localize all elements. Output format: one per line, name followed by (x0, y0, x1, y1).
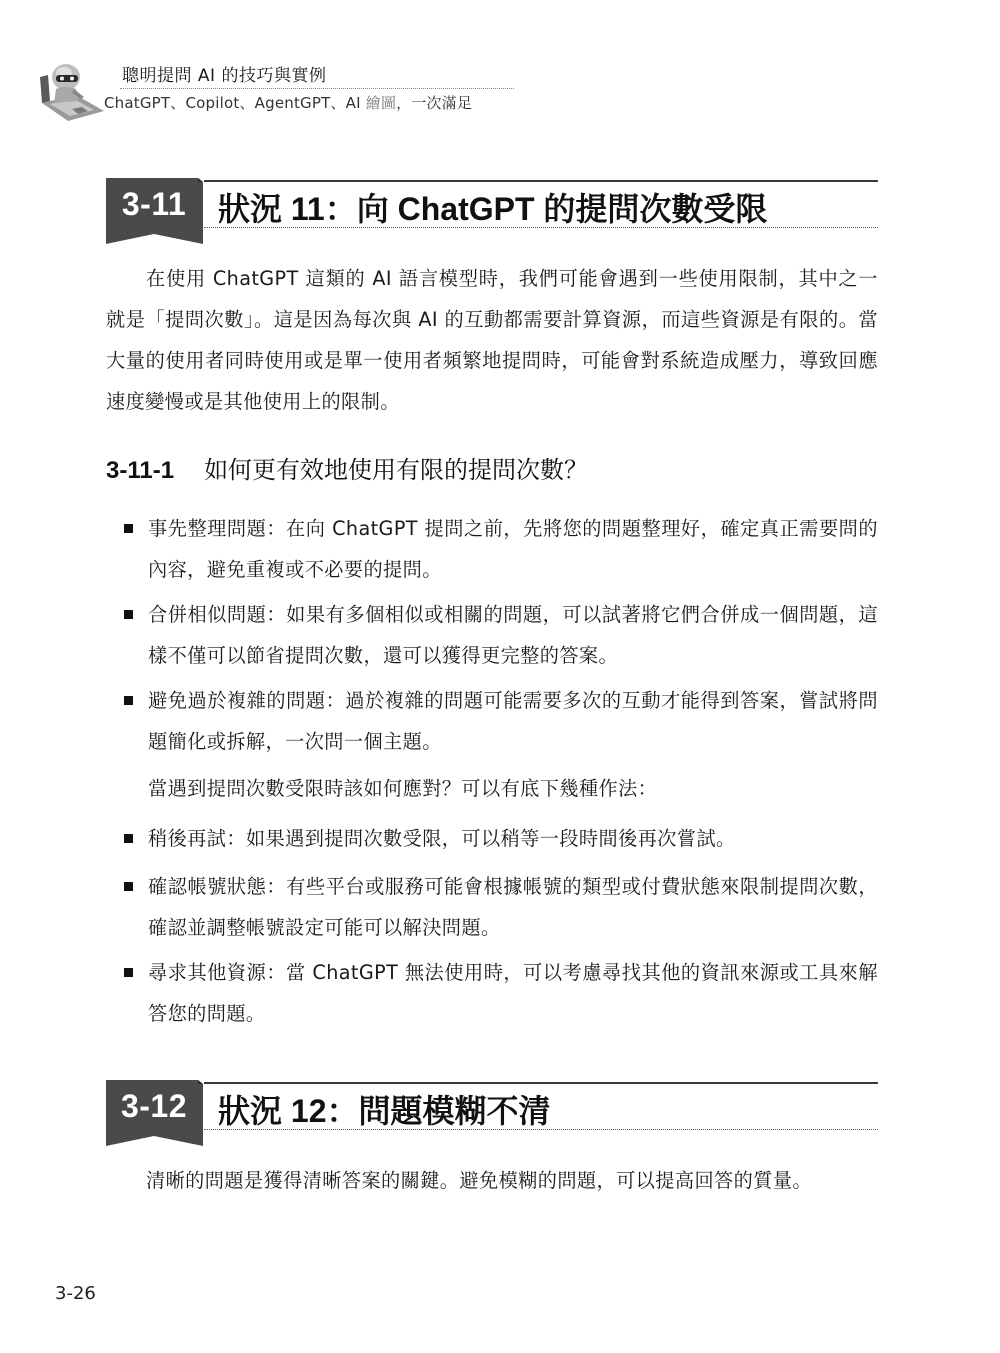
section-number-ribbon (106, 178, 202, 244)
bullet-square-icon (124, 696, 133, 705)
robot-laptop-icon (38, 59, 108, 123)
section-heading-3-12 (106, 1080, 878, 1146)
list-item-text: 尋求其他資源：當 ChatGPT 無法使用時，可以考慮尋找其他的資訊來源或工具來解答您的問題。 (148, 961, 878, 1025)
header-divider (120, 88, 514, 89)
section-intro-paragraph: 在使用 ChatGPT 這類的 AI 語言模型時，我們可能會遇到一些使用限制，其中之一就是「提問次數」。這是因為每次與 AI 的互動都需要計算資源，而這些資源是有限的。當大量的使用者同時使用或是單一使用者頻繁地提問時，可能會對系統造成壓力，導致回應速度變慢或是其他使用上的限制。 (106, 267, 878, 413)
list-item-text: 合併相似問題：如果有多個相似或相關的問題，可以試著將它們合併成一個問題，這樣不僅可以節省提問次數，還可以獲得更完整的答案。 (148, 603, 878, 667)
heading-dotted-rule (204, 1129, 878, 1130)
running-header (38, 55, 498, 125)
bullet-square-icon (124, 610, 133, 619)
list-item-text: 避免過於複雜的問題：過於複雜的問題可能需要多次的互動才能得到答案，嘗試將問題簡化或拆解，一次問一個主題。 (148, 689, 878, 753)
page-number: 3-26 (55, 1283, 96, 1304)
heading-dotted-rule (204, 227, 878, 228)
section-title: 狀況 11：向 ChatGPT 的提問次數受限 (218, 191, 768, 227)
section-intro-paragraph: 清晰的問題是獲得清晰答案的關鍵。避免模糊的問題，可以提高回答的質量。 (146, 1169, 812, 1192)
list-item-text: 確認帳號狀態：有些平台或服務可能會根據帳號的類型或付費狀態來限制提問次數，確認並調整帳號設定可能可以解決問題。 (148, 875, 878, 939)
subtitle-light: 繪圖 (365, 94, 397, 112)
subsection-title: 如何更有效地使用有限的提問次數？ (204, 456, 589, 484)
section-number: 3-11 (121, 186, 187, 222)
subtitle-end: ，一次滿足 (396, 94, 473, 112)
bullet-square-icon (124, 968, 133, 977)
heading-top-rule (204, 1082, 878, 1084)
book-title: 聰明提問 AI 的技巧與實例 (122, 66, 327, 86)
section-title: 狀況 12：問題模糊不清 (218, 1093, 551, 1129)
section-heading-3-11 (106, 178, 878, 244)
section-number-ribbon (106, 1080, 202, 1146)
heading-top-rule (204, 180, 878, 182)
bullet-square-icon (124, 524, 133, 533)
subsection-number: 3-11-1 (106, 457, 175, 484)
list-item-text: 事先整理問題：在向 ChatGPT 提問之前，先將您的問題整理好，確定真正需要問的內容，避免重複或不必要的提問。 (148, 517, 878, 581)
bullet-square-icon (124, 834, 133, 843)
book-subtitle (104, 92, 472, 113)
subtitle-main: ChatGPT、Copilot、AgentGPT、AI (104, 94, 366, 112)
list-item-text: 稍後再試：如果遇到提問次數受限，可以稍等一段時間後再次嘗試。 (148, 827, 736, 850)
bullet-square-icon (124, 882, 133, 891)
subsection-heading (106, 450, 588, 485)
transition-paragraph: 當遇到提問次數受限時該如何應對？可以有底下幾種作法： (148, 777, 658, 800)
section-number: 3-12 (120, 1088, 188, 1124)
